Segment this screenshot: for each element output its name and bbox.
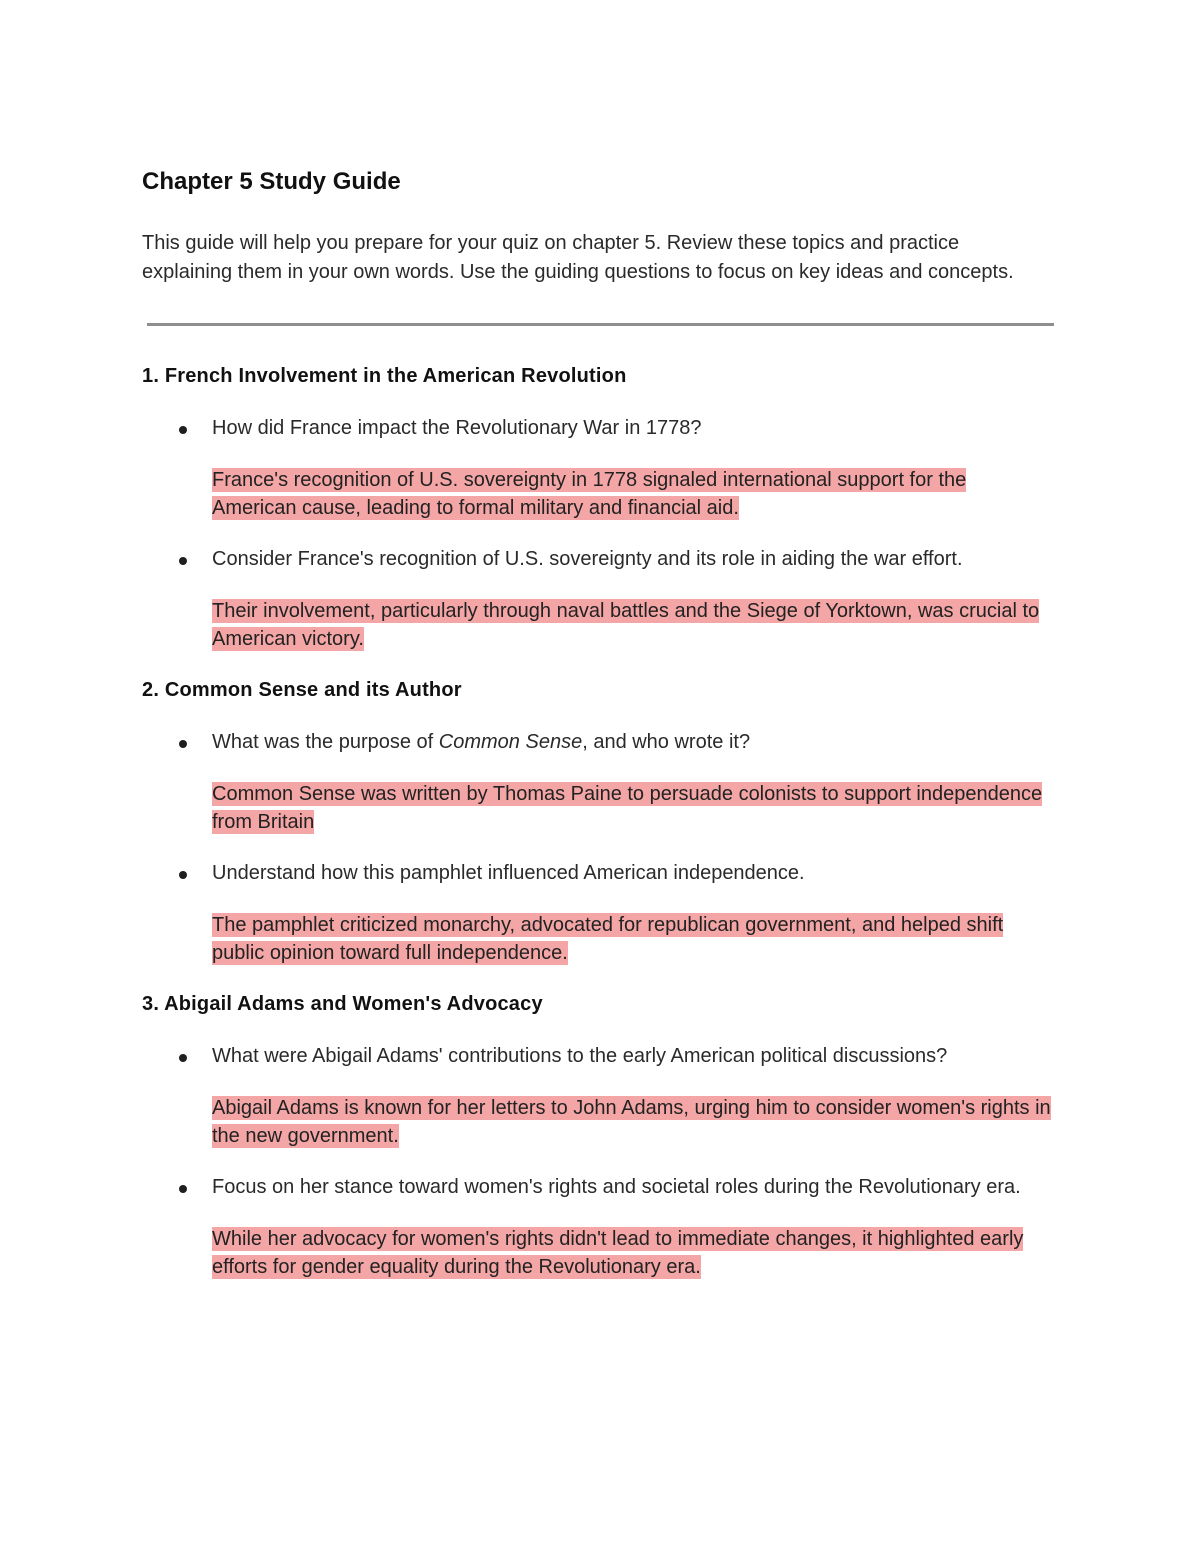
bullet-icon	[179, 1054, 187, 1062]
question-text: Understand how this pamphlet influenced American independence.	[212, 862, 805, 884]
answer-text	[212, 911, 1054, 967]
answer-highlight: The pamphlet criticized monarchy, advocated for republican government, and helped shift public opinion toward full independence.	[212, 914, 1004, 964]
bullet-icon	[179, 871, 187, 879]
answer-highlight: While her advocacy for women's rights didn't lead to immediate changes, it highlighted early efforts for gender equality during the Revolutionary era.	[212, 1228, 1024, 1278]
section-abigail-adams	[142, 990, 1054, 1281]
question-list	[142, 414, 1054, 653]
bullet-icon	[179, 557, 187, 565]
section-french-involvement	[142, 362, 1054, 653]
section-heading: 3. Abigail Adams and Women's Advocacy	[142, 993, 543, 1015]
list-item	[142, 859, 1054, 967]
list-item	[142, 414, 1054, 522]
bullet-icon	[179, 1185, 187, 1193]
question-text: How did France impact the Revolutionary War in 1778?	[212, 417, 702, 439]
answer-highlight: Their involvement, particularly through naval battles and the Siege of Yorktown, was crucial to American victory.	[212, 600, 1040, 650]
list-item	[142, 1173, 1054, 1281]
horizontal-divider	[147, 323, 1054, 326]
answer-highlight: Abigail Adams is known for her letters to John Adams, urging him to consider women's rights in the new government.	[212, 1097, 1051, 1147]
list-item	[142, 1042, 1054, 1150]
bullet-icon	[179, 740, 187, 748]
page-title: Chapter 5 Study Guide	[142, 168, 401, 195]
section-common-sense	[142, 676, 1054, 967]
section-heading: 1. French Involvement in the American Revolution	[142, 365, 627, 387]
list-item	[142, 545, 1054, 653]
answer-text	[212, 1094, 1054, 1150]
question-text	[212, 728, 1054, 757]
bullet-icon	[179, 426, 187, 434]
answer-text	[212, 466, 1054, 522]
answer-text	[212, 597, 1054, 653]
list-item	[142, 728, 1054, 836]
question-text: Focus on her stance toward women's rights and societal roles during the Revolutionary era.	[212, 1176, 1021, 1198]
intro-paragraph: This guide will help you prepare for your quiz on chapter 5. Review these topics and practice explaining them in your own words. Use the guiding questions to focus on key ideas and concepts.	[142, 232, 1014, 283]
question-text-part: What was the purpose of	[212, 731, 439, 753]
question-text: Consider France's recognition of U.S. sovereignty and its role in aiding the war effort.	[212, 548, 963, 570]
question-list	[142, 1042, 1054, 1281]
question-text-part: , and who wrote it?	[582, 731, 751, 753]
question-list	[142, 728, 1054, 967]
section-heading: 2. Common Sense and its Author	[142, 679, 462, 701]
book-title: Common Sense	[438, 731, 583, 753]
answer-text	[212, 780, 1054, 836]
question-text: What were Abigail Adams' contributions to the early American political discussions?	[212, 1045, 948, 1067]
answer-text	[212, 1225, 1054, 1281]
answer-highlight: France's recognition of U.S. sovereignty in 1778 signaled international support for the American cause, leading to formal military and financial aid.	[212, 469, 967, 519]
answer-highlight: Common Sense was written by Thomas Paine to persuade colonists to support independence from Britain	[212, 783, 1043, 833]
document-page	[142, 165, 1054, 1281]
